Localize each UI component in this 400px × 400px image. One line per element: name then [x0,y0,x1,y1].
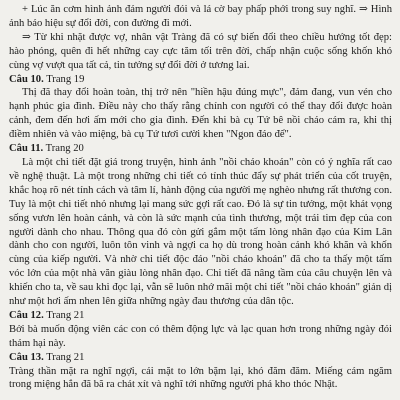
question-number: Câu 10. [9,73,44,85]
answer-paragraph: Là một chi tiết đặt giá trong truyện, hình ảnh "nồi cháo khoán" còn có ý nghĩa rất cao về nghệ thuật. Là một trong những chi tiết có tính thúc đẩy sự phát triển của cốt truyện, khắc hoạ rõ nét tính cách và tâm lí, hành động của người mẹ nghèo nhưng rất thương con. Tuy là một chi tiết nhỏ nhưng lại mang sức gợi rất cao. Đó là sự tin tưởng, một khát vọng sống vươn lên hoàn cảnh, và còn là sức mạnh của tình thương, một trái tim đẹp của con người dành cho nhau. Thông qua đó còn gửi gắm một tấm lòng nhân đạo của Kim Lân dành cho con người, luôn tôn vinh và ngợi ca họ dù trong hoàn cảnh khó khăn và khốn cùng của kiếp người. Và nhờ chi tiết độc đáo "nồi cháo khoán" đã cho ta thấy một tấm vóc lớn của một nhà văn giàu lòng nhân đạo. Chi tiết đã nâng tầm của câu chuyện lên và khiến cho ta, về sau khi đọc lại, vẫn sẽ luôn nhớ mãi một chi tiết "nồi cháo khoán" giản dị như một hơi ấm nhen lên giữa những ngày đau thương của dân tộc. [9,156,392,308]
paragraph-trang-change: + Lúc ăn cơm hình ảnh đám người đói và lá cờ bay phấp phới trong suy nghĩ. ⇒ Hình ảnh báo hiệu sự đổi đời, con đường đi mới. [9,4,392,29]
page-reference: Trang 19 [46,73,85,85]
page-reference: Trang 21 [46,309,85,321]
question-number: Câu 13. [9,351,44,363]
question-heading [9,73,392,87]
question-heading [9,309,392,323]
question-number: Câu 12. [9,309,44,321]
question-heading [9,142,392,156]
question-number: Câu 11. [9,143,44,155]
question-heading [9,351,392,365]
paragraph-trang-conclusion: ⇒ Từ khi nhặt được vợ, nhân vật Tràng đã có sự biến đổi theo chiều hướng tốt đẹp: hào phóng, quên đi hết những cay cực tăm tối trên đời, chấp nhận cuộc sống khốn khó cùng vợ vượt qua tất cả, tin tưởng sự đổi đời ở tương lai. [9,31,392,71]
answer-paragraph: Tràng thần mặt ra nghĩ ngợi, cái mặt to lớn bặm lại, khó đăm đăm. Miếng cám ngăm trong miệng hắn đã bã ra chát xít và nghĩ tới những người phá kho thóc Nhật. [9,365,392,391]
answer-paragraph: Thị đã thay đổi hoàn toàn, thị trở nên "hiền hậu đúng mực", đảm đang, vun vén cho hạnh phúc gia đình. Điều này cho thấy rằng chính con người có thể thay đổi được hoàn cảnh, đem đến hơi ấm mới cho gia đình. Đến khi bà cụ Tứ bê nồi cháo cám ra, khi thị điềm nhiên và vào miệng, bà cụ Tứ tươi cười khen "Ngon đáo để". [9,87,392,141]
page-reference: Trang 21 [46,351,85,363]
page-reference: Trang 20 [45,143,84,155]
answer-paragraph: Bởi bà muốn động viên các con có thêm động lực và lạc quan hơn trong những ngày đói thảm hại này. [9,323,392,349]
